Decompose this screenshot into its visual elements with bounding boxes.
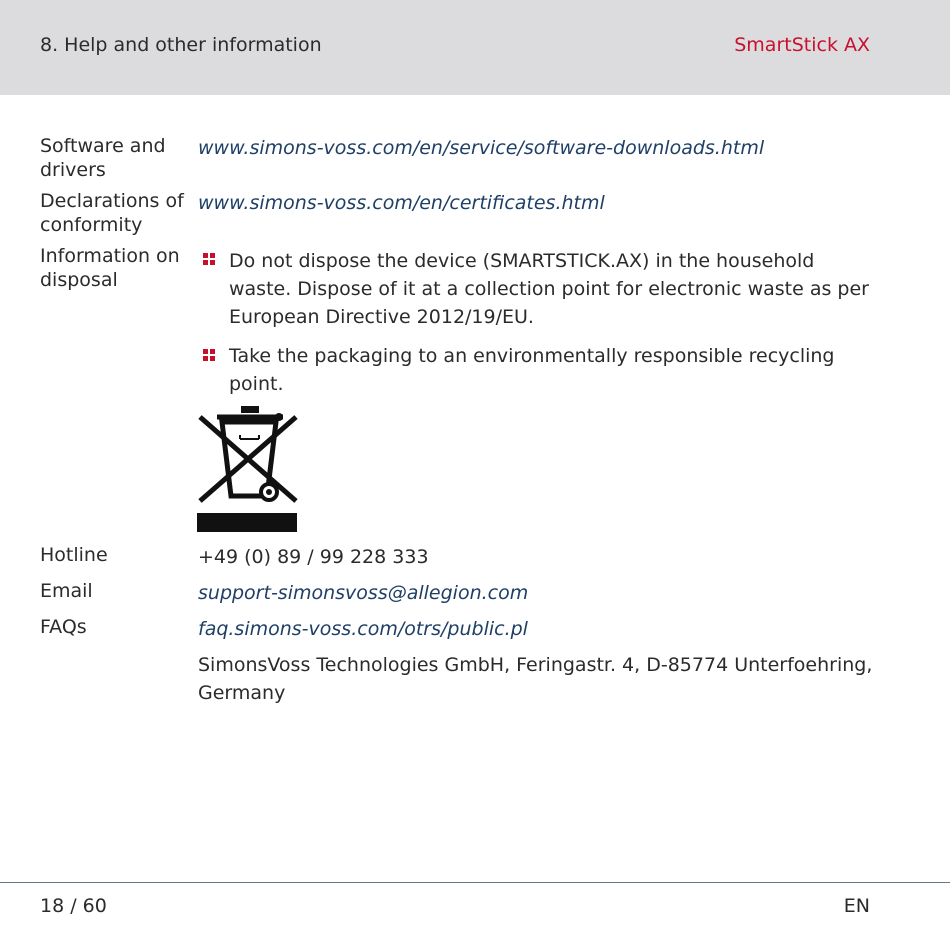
bullet-square-icon	[203, 253, 216, 266]
email-link[interactable]: support-simonsvoss@allegion.com	[198, 582, 529, 604]
certificates-link[interactable]: www.simons-voss.com/en/certificates.html	[198, 192, 605, 214]
disposal-bullet-2: Take the packaging to an environmentally responsible recycling point.	[229, 345, 835, 395]
bullet-square-icon	[203, 349, 216, 362]
disposal-bullet-1: Do not dispose the device (SMARTSTICK.AX) in the household waste. Dispose of it at a collection point for electronic waste as per European Directive 2012/19/EU.	[229, 250, 869, 328]
software-label: Software and drivers	[40, 135, 166, 181]
footer-divider	[0, 882, 950, 883]
company-address: SimonsVoss Technologies GmbH, Feringastr. 4, D-85774 Unterfoehring, Germany	[198, 654, 873, 704]
product-name: SmartStick AX	[734, 34, 870, 56]
disposal-label: Information on disposal	[40, 245, 180, 291]
faqs-link[interactable]: faq.simons-voss.com/otrs/public.pl	[198, 618, 528, 640]
page-header	[0, 0, 950, 95]
faqs-label: FAQs	[40, 616, 87, 638]
language-code: EN	[843, 895, 870, 917]
page-number: 18 / 60	[40, 895, 107, 917]
weee-crossed-bin-icon	[197, 404, 299, 534]
section-title: 8. Help and other information	[40, 34, 322, 56]
hotline-number: +49 (0) 89 / 99 228 333	[198, 546, 429, 568]
hotline-label: Hotline	[40, 544, 108, 566]
email-label: Email	[40, 580, 93, 602]
software-downloads-link[interactable]: www.simons-voss.com/en/service/software-downloads.html	[198, 137, 765, 159]
declarations-label: Declarations of conformity	[40, 190, 184, 236]
